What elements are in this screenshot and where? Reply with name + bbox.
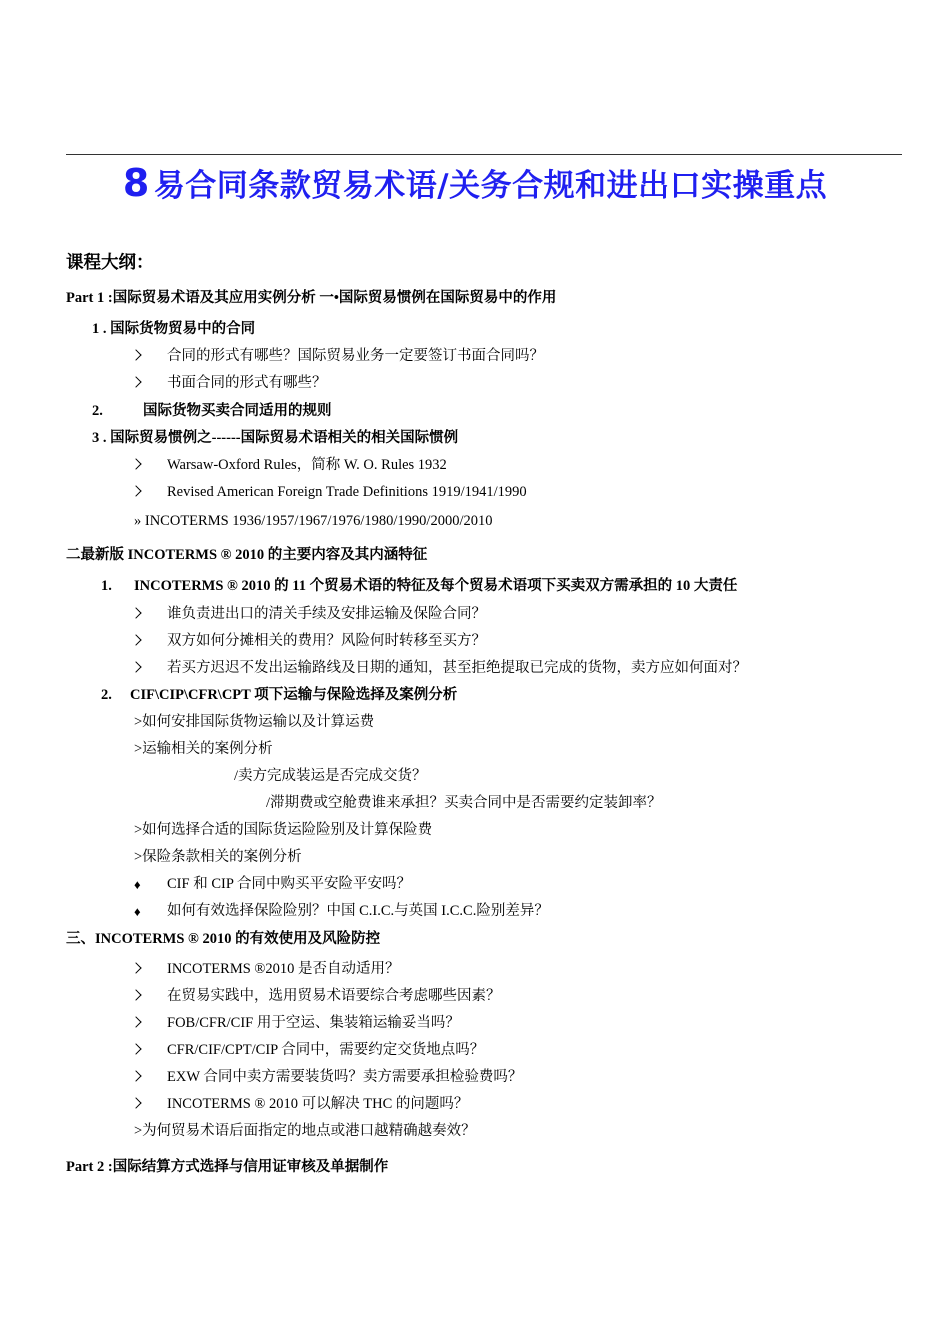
title-text: 易合同条款贸易术语/关务合规和进出口实操重点 <box>153 168 828 204</box>
part1-heading: Part 1 :国际贸易术语及其应用实例分析 一•国际贸易惯例在国际贸易中的作用 <box>66 290 557 306</box>
list-item: 谁负责进出口的清关手续及安排运输及保险合同？ <box>167 606 486 622</box>
outline-heading: 课程大纲： <box>66 253 154 273</box>
list-item: 若买方迟迟不发出运输路线及日期的通知，甚至拒绝提取已完成的货物，卖方应如何面对？ <box>167 660 747 676</box>
section1-heading: 1 . 国际货物贸易中的合同 <box>92 321 256 337</box>
list-item: 双方如何分摊相关的费用？风险何时转移至买方？ <box>167 633 486 649</box>
list-item: CFR/CIF/CPT/CIP 合同中，需要约定交货地点吗？ <box>167 1042 485 1058</box>
list-item: Warsaw-Oxford Rules，简称 W. O. Rules 1932 <box>167 457 447 473</box>
chevron-bullet-icon <box>132 959 140 977</box>
chevron-bullet-icon <box>132 346 140 364</box>
part2-heading: Part 2 :国际结算方式选择与信用证审核及单据制作 <box>66 1159 389 1175</box>
list-item: EXW 合同中卖方需要装货吗？卖方需要承担检验费吗？ <box>167 1069 523 1085</box>
top-rule <box>66 154 902 155</box>
list-item: 如何有效选择保险险别？中国 C.I.C.与英国 I.C.C.险别差异？ <box>167 903 549 919</box>
list-item: >为何贸易术语后面指定的地点或港口越精确越奏效？ <box>134 1123 476 1139</box>
list-item: FOB/CFR/CIF 用于空运、集装箱运输妥当吗？ <box>167 1015 460 1031</box>
chevron-bullet-icon <box>132 1094 140 1112</box>
list-item: >运输相关的案例分析 <box>134 741 273 757</box>
list-item: Revised American Foreign Trade Definitions 1919/1941/1990 <box>167 484 527 500</box>
chevron-bullet-icon <box>132 455 140 473</box>
section3-heading: 3 . 国际贸易惯例之------国际贸易术语相关的相关国际惯例 <box>92 430 459 446</box>
diamond-bullet-icon: ♦ <box>134 877 141 892</box>
list-item: >如何安排国际货物运输以及计算运费 <box>134 714 375 730</box>
chevron-bullet-icon <box>132 631 140 649</box>
diamond-bullet-icon: ♦ <box>134 904 141 919</box>
chapter2-heading: 二最新版 INCOTERMS ® 2010 的主要内容及其内涵特征 <box>66 547 428 563</box>
list-item: >如何选择合适的国际货运险险别及计算保险费 <box>134 822 433 838</box>
chapter3-heading: 三、INCOTERMS ® 2010 的有效使用及风险防控 <box>66 931 381 947</box>
list-item: INCOTERMS ®2010 是否自动适用？ <box>167 961 400 977</box>
list-item: » INCOTERMS 1936/1957/1967/1976/1980/1990/2000/2010 <box>134 513 493 529</box>
section2-heading: 国际货物买卖合同适用的规则 <box>143 403 332 419</box>
chevron-bullet-icon <box>132 1013 140 1031</box>
list-item: /滞期费或空舱费谁来承担？买卖合同中是否需要约定装卸率？ <box>266 795 662 811</box>
chevron-bullet-icon <box>132 986 140 1004</box>
list-item: 在贸易实践中，选用贸易术语要综合考虑哪些因素？ <box>167 988 501 1004</box>
list-item: /卖方完成装运是否完成交货？ <box>234 768 427 784</box>
list-item: CIF 和 CIP 合同中购买平安险平安吗？ <box>167 876 411 892</box>
chevron-bullet-icon <box>132 604 140 622</box>
chevron-bullet-icon <box>132 1067 140 1085</box>
list-item: 书面合同的形式有哪些？ <box>167 375 327 391</box>
list-item: INCOTERMS ® 2010 可以解决 THC 的问题吗？ <box>167 1096 469 1112</box>
list-item: >保险条款相关的案例分析 <box>134 849 302 865</box>
chapter2-item2-heading: CIF\CIP\CFR\CPT 项下运输与保险选择及案例分析 <box>130 687 458 703</box>
chevron-bullet-icon <box>132 658 140 676</box>
page-title <box>0 160 950 205</box>
title-number: 8 <box>122 161 150 205</box>
chevron-bullet-icon <box>132 373 140 391</box>
chapter2-item1-number: 1. <box>101 578 112 594</box>
section2-number: 2. <box>92 403 103 419</box>
chevron-bullet-icon <box>132 1040 140 1058</box>
chevron-bullet-icon <box>132 482 140 500</box>
chapter2-item1-heading: INCOTERMS ® 2010 的 11 个贸易术语的特征及每个贸易术语项下买卖双方需承担的 10 大责任 <box>134 578 738 594</box>
list-item: 合同的形式有哪些？国际贸易业务一定要签订书面合同吗？ <box>167 348 544 364</box>
chapter2-item2-number: 2. <box>101 687 112 703</box>
